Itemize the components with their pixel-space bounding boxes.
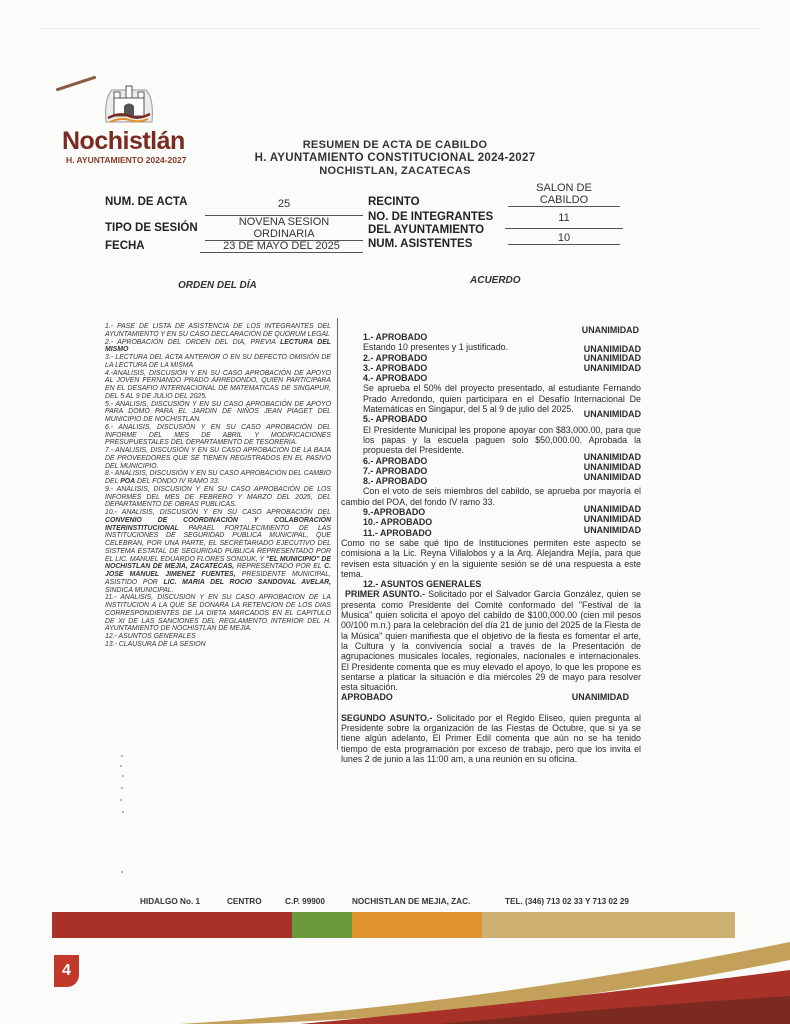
acuerdo-row: 6.- APROBADO UNANIMIDAD	[363, 451, 641, 466]
tipo-sesion-value-2: ORDINARIA	[205, 228, 363, 241]
footer-address: HIDALGO No. 1	[140, 897, 201, 906]
scan-edge	[40, 28, 760, 29]
num-acta-label: NUM. DE ACTA	[105, 196, 188, 208]
fecha-value: 23 DE MAYO DEL 2025	[200, 240, 363, 253]
footer-centro: CENTRO	[227, 897, 262, 906]
list-item: 13.- CLAUSURA DE LA SESION	[105, 640, 206, 648]
recinto-label: RECINTO	[368, 196, 420, 208]
acuerdo-row: 9.-APROBADO UNANIMIDAD	[363, 504, 641, 518]
list-item: 9.- ANALISIS, DISCUSIÓN Y EN SU CASO APROBACIÓN DE LOS INFORMES DEL MES DE FEBRERO Y MARZO DEL 2025, DEL DEPARTAMENTO DE OBRAS PUBLICAS.	[105, 485, 331, 509]
segundo-asunto-text: SEGUNDO ASUNTO.- Solicitado por el Regido Eliseo, quien pregunta al Presidente sobre la organización de las Fiestas de Octubre, que si ya se tiene algún adelanto, El Primer Edil comenta que aún no se ha tenido tiempo de esta programación por exceso de trabajo, pero que los invita el lunes 2 de junio a las 11:00 am, a una reunión en su oficina.	[341, 712, 641, 764]
acuerdo-row: 8.- APROBADO UNANIMIDAD	[363, 472, 641, 487]
page-number-badge: 4	[54, 955, 79, 987]
list-item: 10.- ANALISIS, DISCUSIÓN Y EN SU CASO APROBACIÓN DEL CONVENIO DE COORDINACIÓN Y COLABORACIÓN INTERINSTITUCIONAL PARAEL FORTALECIMIENTO DE LAS INSTITUCIONES DE SEGURIDAD PÚBLICA MUNICIPAL, QUE CELEBRAN, POR UNA PARTE, EL SECRETARIADO EJECUTIVO DEL SISTEMA ESTATAL DE SEGURIDAD PÚBLICA REPRESENTADO POR EL LIC. MANUEL EDUARDO FLORES SONDUK, Y "EL MUNICIPIO" DE NOCHISTLAN DE MEJIA, ZACATECAS, REPRESENTADO POR EL C. JOSE MANUEL JIMENEZ FUENTES, PRESIDENTE MUNICIPAL, ASISTIDO POR LIC. MARIA DEL ROCIO SANDOVAL AVELAR, SINDICA MUNICIPAL.	[105, 509, 332, 594]
acuerdo-row: 2.- APROBADO UNANIMIDAD	[363, 352, 641, 363]
acuerdo-row: Estando 10 presentes y 1 justificado. UNANIMIDAD	[363, 342, 641, 355]
acuerdo-row: 1.- APROBADO	[363, 332, 428, 342]
header-line-2: H. AYUNTAMIENTO CONSTITUCIONAL 2024-2027	[254, 152, 536, 164]
logo-wordmark: Nochistlán	[62, 127, 185, 155]
list-item: 11.- ANALISIS, DISCUSION Y EN SU CASO APROBACION DE LA INSTITUCION A LA QUE SE DONARA LA RETENCION DE LOS DIAS CORRESPONDIENTES DE LA DIETA MARCADOS EN EL CAPITULO DE XI DE LAS SANCIONES DEL REGLAMENTO INTERIOR DEL H. AYUNTAMIENTO DE NOCHISTLAN DE MEJIA.	[105, 594, 331, 633]
margin-marks	[118, 752, 126, 882]
acuerdos-column	[341, 322, 641, 764]
header-line-3: NOCHISTLAN, ZACATECAS	[319, 165, 471, 177]
num-acta-value: 25	[277, 198, 291, 210]
header-line-1: RESUMEN DE ACTA DE CABILDO	[302, 139, 488, 151]
integrantes-label-2: DEL AYUNTAMIENTO	[368, 224, 485, 236]
tipo-sesion-value-1: NOVENA SESION	[205, 215, 363, 228]
list-item: 7.- ANALISIS, DISCUSIÓN Y EN SU CASO APROBACIÓN DE LA BAJA DE PROVEEDORES QUE SE TIENEN REGISTRADOS EN EL PASIVO DEL MUNICIPIO.	[105, 447, 331, 470]
fecha-label: FECHA	[105, 240, 145, 252]
list-item: 12.- ASUNTOS GENERALES	[105, 633, 196, 640]
acuerdo-row: 3.- APROBADO UNANIMIDAD	[363, 362, 641, 373]
acuerdo-row: 5.- APROBADO UNANIMIDAD	[363, 409, 641, 425]
acuerdo-row: 10.- APROBADO UNANIMIDAD	[363, 514, 641, 528]
list-item: 2.- APROBACIÓN DEL ORDEN DEL DIA, PREVIA LECTURA DEL MISMO	[105, 338, 332, 354]
list-item: 6.- ANALISIS, DISCUSIÓN Y EN SU CASO APROBACIÓN DEL INFORME DEL MES DE ABRIL Y MODIFICACIONES PRESUPUESTALES DEL DEPARTAMENTO DE TESORERIA.	[105, 423, 331, 447]
acuerdo-row: 12.- ASUNTOS GENERALES	[363, 579, 482, 590]
list-item: 5.- ANALISIS, DISCUSIÓN Y EN SU CASO APROBACIÓN DE APOYO PARA DOMO PARA EL JARDIN DE NIÑOS JEAN PIAGET DEL MUNICIPIO DE NOCHISTLAN.	[105, 400, 331, 423]
footer-phone: TEL. (346) 713 02 33 Y 713 02 29	[505, 897, 629, 906]
acuerdo-heading: ACUERDO	[470, 275, 521, 286]
acuerdo-row: 11.- APROBADO UNANIMIDAD	[363, 524, 641, 538]
acuerdo-row: 7.- APROBADO UNANIMIDAD	[363, 461, 641, 476]
acuerdo-8-text: Con el voto de seis miembros del cabildo, se aprueba por mayoría el cambio del POA, del fondo IV ramo 33.	[341, 486, 641, 507]
integrantes-label-1: NO. DE INTEGRANTES	[368, 211, 494, 223]
footer-cp: C.P. 99900	[285, 897, 325, 906]
recinto-value-1: SALON DE	[536, 182, 592, 194]
acuerdo-row: 4.- APROBADO	[363, 373, 428, 384]
list-item: 1.- PASE DE LISTA DE ASISTENCIA DE LOS INTEGRANTES DEL AYUNTAMIENTO Y EN SU CASO DECLARACIÓN DE QUORUM LEGAL	[105, 323, 331, 338]
municipal-logo	[62, 78, 202, 168]
asistentes-value: 10	[508, 232, 620, 245]
integrantes-rule	[505, 228, 623, 229]
acuerdo-4-text: Se aprueba el 50% del proyecto presentado, al estudiante Fernando Prado Arredondo, quien participara en el Desafío Internacional De Matemáticas en Singapur, del 5 al 9 de julio del 2025.	[363, 383, 641, 415]
acuerdo-row: UNANIMIDAD	[581, 325, 639, 335]
logo-subtitle: H. AYUNTAMIENTO 2024-2027	[66, 155, 187, 165]
orden-del-dia-list	[105, 323, 331, 649]
orden-del-dia-heading: ORDEN DEL DÍA	[178, 280, 257, 291]
acuerdo-11-text: Como no se sabe qué tipo de Instituciones permiten este aspecto se comisiona a la Lic. Reyna Villalobos y a la Arq. Alejandra Mejía, para que revisen esta situación y en la siguiente sesión se dé una respuesta a este tema.	[341, 537, 641, 579]
footer-city: NOCHISTLAN DE MEJIA, ZAC.	[352, 897, 471, 906]
tipo-sesion-label: TIPO DE SESIÓN	[105, 222, 198, 234]
list-item: 3.- LECTURA DEL ACTA ANTERIOR O EN SU DEFECTO OMISIÓN DE LA LECTURA DE LA MISMA	[105, 354, 331, 369]
acuerdo-5-text: El Presidente Municipal les propone apoyar con $83,000.00, para que los papas y la escuela paguen solo $50,000.00. Aprobada la propuesta del Presidente.	[363, 424, 641, 456]
list-item: 4.-ANALISIS, DISCUSIÓN Y EN SU CASO APROBACIÓN DE APOYO AL JOVEN FERNANDO PRADO ARREDONDO, QUIEN PARTICIPARA EN EL DESAFIO INTERNACIONAL DE MATEMATICAS DE SINGAPUR, DEL 5 AL 9 DE JULIO DEL 2025.	[105, 369, 331, 400]
column-divider	[337, 318, 338, 750]
integrantes-value: 11	[558, 212, 570, 224]
castle-emblem-icon	[100, 78, 158, 124]
asistentes-label: NUM. ASISTENTES	[368, 238, 473, 250]
primer-asunto-text: PRIMER ASUNTO.- Solicitado por el Salvador García González, quien se presenta como Presidente del Comité conformado del "Festival de la Musica" quien solicita el apoyo del cabildo de $100,000.00 (cien mil pesos 00/100 m.n.) para la celebración del día 21 de junio del 2025 de la Fiesta de la Música" quien manifiesta que el objetivo de la fiesta es fomentar el arte, la Cultura y la convivencia social a través de la Presentación de agrupaciones musicales locales, regionales, nacionales e internacionales. El Presidente comenta que es muy elevado el apoyo, lo que les propone es sentarse a platicar la situación e día miércoles 29 de mayo para resolver esta situación.	[341, 589, 641, 693]
decorative-swoosh	[180, 920, 790, 1024]
acuerdo-row: APROBADO UNANIMIDAD	[341, 692, 629, 703]
recinto-value-2: CABILDO	[508, 194, 620, 207]
list-item: 8.- ANALISIS, DISCUSIÓN Y EN SU CASO APROBACIÓN DEL CAMBIO DEL POA DEL FONDO IV RAMO 33.	[105, 470, 331, 485]
